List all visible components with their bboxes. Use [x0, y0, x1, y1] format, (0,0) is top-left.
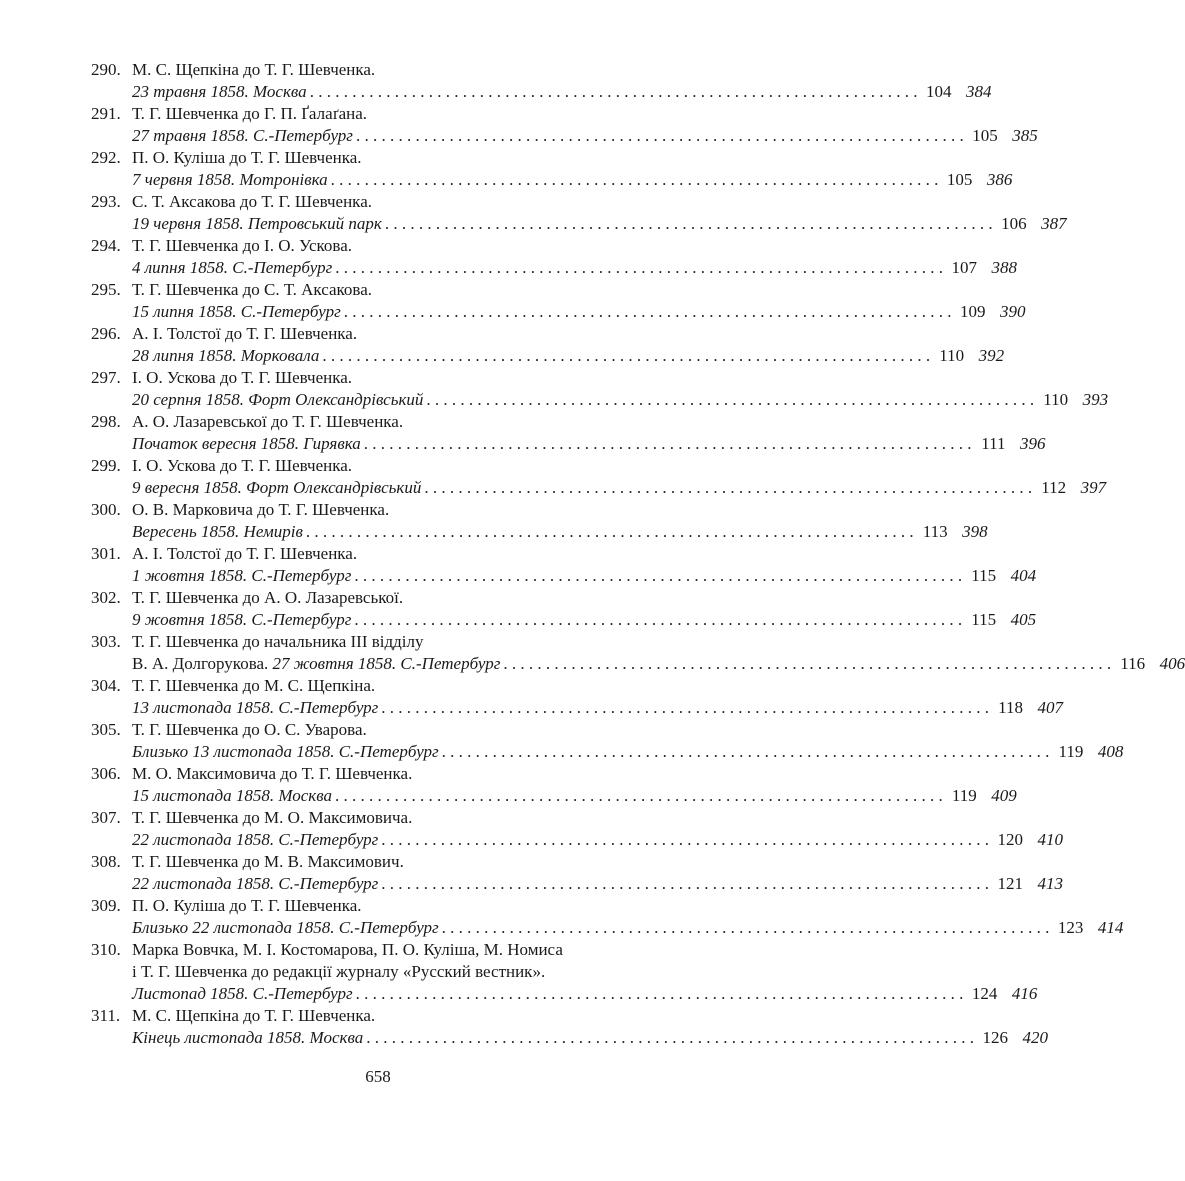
- toc-entry-detail: [132, 565, 351, 587]
- toc-entry-date-line: [91, 477, 1107, 499]
- toc-entry-page: 104: [925, 82, 952, 101]
- toc-entry: [91, 147, 1013, 191]
- toc-entry-number: 296.: [91, 324, 121, 343]
- toc-entry-title: Т. Г. Шевченка до М. С. Щепкіна.: [132, 676, 376, 695]
- toc-entry-title-line: [91, 279, 681, 301]
- toc-entry-date: 15 листопада 1858. Москва: [132, 786, 333, 805]
- leader-dots: [322, 345, 930, 367]
- toc-entry-title: Т. Г. Шевченка до Г. П. Ґалаґана.: [132, 104, 368, 123]
- toc-entry-title-line: [91, 103, 681, 125]
- leader-dots: [426, 389, 1034, 411]
- leader-dots: [366, 1027, 974, 1049]
- toc-entry-date: 9 вересня 1858. Форт Олександрівський: [132, 478, 422, 497]
- toc-entry-title: І. О. Ускова до Т. Г. Шевченка.: [132, 456, 353, 475]
- leader-dots: [331, 169, 939, 191]
- leader-dots: [306, 521, 914, 543]
- toc-entry-title: Т. Г. Шевченка до О. С. Уварова.: [132, 720, 367, 739]
- leader-dots: [424, 477, 1032, 499]
- toc-entry-page: 123: [1057, 918, 1084, 937]
- toc-entry-commentary-page: 420: [1022, 1028, 1048, 1047]
- toc-entry: [91, 1005, 1048, 1049]
- toc-entry-page: 119: [1058, 742, 1084, 761]
- toc-entry: [91, 455, 1107, 499]
- toc-entry: [91, 763, 1017, 807]
- toc-entry-page: 119: [951, 786, 977, 805]
- toc-entry: [91, 543, 1037, 587]
- toc-entry-date-line: [91, 741, 1124, 763]
- toc-entry: [91, 191, 1067, 235]
- toc-entry-date-line: [91, 983, 1038, 1005]
- toc-entry-date: 28 липня 1858. Морковала: [132, 346, 320, 365]
- toc-entry-commentary-page: 405: [1010, 610, 1037, 629]
- toc-entry-date-line: [91, 1027, 1048, 1049]
- toc-entry-number: 303.: [91, 632, 121, 651]
- toc-entry-page: 115: [971, 610, 997, 629]
- toc-entry: [91, 59, 992, 103]
- toc-entry-detail: [132, 521, 303, 543]
- toc-entry-number: 304.: [91, 676, 121, 695]
- toc-entry-commentary-page: 407: [1037, 698, 1064, 717]
- toc-entry-date: 9 жовтня 1858. С.-Петербург: [132, 610, 352, 629]
- toc-entry-date: 22 листопада 1858. С.-Петербург: [132, 830, 379, 849]
- page-number: 658: [365, 1067, 391, 1086]
- toc-entry-title-line: [91, 807, 681, 829]
- leader-dots: [381, 829, 989, 851]
- toc-entry-number: 310.: [91, 940, 121, 959]
- leader-dots: [381, 697, 989, 719]
- toc-entry-detail: [132, 697, 378, 719]
- toc-entry-title: Т. Г. Шевченка до І. О. Ускова.: [132, 236, 353, 255]
- toc-entry-page: 116: [1120, 654, 1146, 673]
- toc-entry-page: 111: [981, 434, 1006, 453]
- leader-dots: [310, 81, 918, 103]
- toc-entry-page: 120: [997, 830, 1024, 849]
- toc-entry-detail: [132, 389, 423, 411]
- toc-entry-date: Близько 13 листопада 1858. С.-Петербург: [132, 742, 439, 761]
- toc-entry-page: 112: [1041, 478, 1067, 497]
- toc-entry: [91, 411, 1046, 455]
- toc-entry-detail: [132, 433, 361, 455]
- toc-entry-title-line: [91, 719, 681, 741]
- toc-entry-date: 27 травня 1858. С.-Петербург: [132, 126, 353, 145]
- leader-dots: [364, 433, 972, 455]
- toc-entry-date-line: [91, 389, 1109, 411]
- toc-entry-number: 292.: [91, 148, 121, 167]
- toc-entry-detail: [132, 785, 332, 807]
- leader-dots: [442, 917, 1050, 939]
- toc-entry-title: Т. Г. Шевченка до А. О. Лазаревської.: [132, 588, 404, 607]
- toc-entry-date: 19 червня 1858. Петровський парк: [132, 214, 382, 233]
- toc-entry-date: 15 липня 1858. С.-Петербург: [132, 302, 341, 321]
- toc-entry-detail: [132, 653, 500, 675]
- toc-entry-number: 300.: [91, 500, 121, 519]
- toc-entry-title-line: [91, 499, 681, 521]
- toc-entry-page: 113: [922, 522, 948, 541]
- toc-entry-title: І. О. Ускова до Т. Г. Шевченка.: [132, 368, 353, 387]
- toc-entry-commentary-page: 416: [1011, 984, 1038, 1003]
- toc-entry-title-line: [91, 961, 681, 983]
- toc-entry-title: А. І. Толстої до Т. Г. Шевченка.: [132, 544, 358, 563]
- toc-entry-date: 13 листопада 1858. С.-Петербург: [132, 698, 379, 717]
- toc-entry-commentary-page: 387: [1041, 214, 1067, 233]
- toc-entry-title-line: [91, 455, 681, 477]
- toc-entry-detail: [132, 829, 378, 851]
- toc-entry: [91, 367, 1109, 411]
- toc-entry-date: Кінець листопада 1858. Москва: [132, 1028, 364, 1047]
- toc-entry: [91, 895, 1124, 939]
- toc-entry-title: Т. Г. Шевченка до начальника ІІІ відділу: [132, 632, 424, 651]
- toc-entry-commentary-page: 384: [965, 82, 992, 101]
- toc-entry-date: Листопад 1858. С.-Петербург: [132, 984, 353, 1003]
- toc-entry-date-line: [91, 169, 1013, 191]
- toc-entry-commentary-page: 410: [1037, 830, 1064, 849]
- toc-entry-number: 308.: [91, 852, 121, 871]
- toc-entry-title: Марка Вовчка, М. І. Костомарова, П. О. Куліша, М. Номиса: [132, 940, 563, 959]
- toc-entry-title: Т. Г. Шевченка до М. О. Максимовича.: [132, 808, 413, 827]
- toc-entry-title-line: [91, 59, 681, 81]
- toc-entry-commentary-page: 386: [986, 170, 1013, 189]
- toc-entry-commentary-page: 397: [1080, 478, 1107, 497]
- toc-entry-detail: [132, 1027, 363, 1049]
- toc-entry-number: 311.: [91, 1006, 121, 1025]
- toc-entry-number: 295.: [91, 280, 121, 299]
- leader-dots: [335, 257, 943, 279]
- toc-entry-title: М. С. Щепкіна до Т. Г. Шевченка.: [132, 1006, 376, 1025]
- toc-entry-detail: [132, 477, 421, 499]
- toc-entry-page: 121: [997, 874, 1024, 893]
- toc-entry-title: П. О. Куліша до Т. Г. Шевченка.: [132, 148, 362, 167]
- toc-entry-title-line: [91, 191, 681, 213]
- toc-entry-detail: [132, 345, 319, 367]
- leader-dots: [381, 873, 989, 895]
- toc-entry-date: Початок вересня 1858. Гирявка: [132, 434, 361, 453]
- toc-entry-date-line: [91, 873, 1064, 895]
- leader-dots: [442, 741, 1050, 763]
- toc-entry-detail: [132, 609, 351, 631]
- toc-entry-page: 109: [959, 302, 986, 321]
- toc-entry-page: 118: [998, 698, 1024, 717]
- toc-entry-date-line: [91, 521, 988, 543]
- toc-entry-title: О. В. Марковича до Т. Г. Шевченка.: [132, 500, 390, 519]
- toc-entry: [91, 587, 1037, 631]
- toc-entry-page: 107: [951, 258, 977, 277]
- toc-entry-date: Близько 22 листопада 1858. С.-Петербург: [132, 918, 439, 937]
- toc-entry-detail: [132, 257, 332, 279]
- toc-entry-date-line: [91, 301, 1026, 323]
- toc-entry-detail: [132, 301, 341, 323]
- toc-entry-title: Т. Г. Шевченка до С. Т. Аксакова.: [132, 280, 372, 299]
- toc-entry-number: 309.: [91, 896, 121, 915]
- toc-entry-title-line: [91, 675, 681, 697]
- toc-entry-title-line: [91, 851, 681, 873]
- toc-entry-title-line: [91, 631, 681, 653]
- toc-entry-addressee: В. А. Долгорукова.: [132, 654, 269, 673]
- toc-entry-number: 305.: [91, 720, 121, 739]
- toc-entry-title-line: [91, 1005, 681, 1027]
- toc-entry-title-line: [91, 147, 681, 169]
- toc-entry-page: 110: [939, 346, 965, 365]
- toc-entry-number: 298.: [91, 412, 121, 431]
- leader-dots: [335, 785, 943, 807]
- toc-entry: [91, 675, 1064, 719]
- toc-entry-date-line: [91, 829, 1064, 851]
- toc-entry: [91, 235, 1017, 279]
- toc-entry: [91, 499, 988, 543]
- toc-entry-commentary-page: 393: [1082, 390, 1109, 409]
- toc-entry-detail: [132, 213, 382, 235]
- toc-entry-detail: [132, 873, 378, 895]
- toc-entry-number: 297.: [91, 368, 121, 387]
- toc-entry-title-line: [91, 543, 681, 565]
- toc-entry-title-line: [91, 323, 681, 345]
- toc-entry-detail: [132, 81, 307, 103]
- toc-entry-number: 293.: [91, 192, 121, 211]
- toc-entry-date-line: [91, 213, 1067, 235]
- toc-entry-date-line: [91, 345, 1005, 367]
- toc-entry-title-line: [91, 587, 681, 609]
- toc-entry: [91, 631, 1185, 675]
- toc-entry-title-line: [91, 895, 681, 917]
- toc-entry-title-line: [91, 367, 681, 389]
- toc-entry-detail: [132, 169, 328, 191]
- toc-entry-title-line: [91, 939, 681, 961]
- leader-dots: [344, 301, 952, 323]
- toc-entry-date-line: [91, 125, 1038, 147]
- toc-entry-title: П. О. Куліша до Т. Г. Шевченка.: [132, 896, 362, 915]
- toc-entry-date-line: [91, 81, 992, 103]
- toc-entry-commentary-page: 414: [1097, 918, 1124, 937]
- toc-entry-date: 27 жовтня 1858. С.-Петербург: [272, 654, 501, 673]
- toc-entry-title: А. І. Толстої до Т. Г. Шевченка.: [132, 324, 358, 343]
- toc-entry-date: 23 травня 1858. Москва: [132, 82, 307, 101]
- toc-entry-date-line: [91, 433, 1046, 455]
- toc-entry-commentary-page: 404: [1010, 566, 1037, 585]
- toc-entry-title: А. О. Лазаревської до Т. Г. Шевченка.: [132, 412, 404, 431]
- toc-entry-detail: [132, 741, 439, 763]
- leader-dots: [385, 213, 993, 235]
- toc-entry-page: 105: [972, 126, 998, 145]
- toc-entry-title: М. О. Максимовича до Т. Г. Шевченка.: [132, 764, 413, 783]
- toc-entry: [91, 323, 1005, 367]
- toc-entry-commentary-page: 390: [999, 302, 1026, 321]
- toc-entry-date-line: [91, 785, 1017, 807]
- toc-entry: [91, 103, 1038, 147]
- toc-entry-date: 1 жовтня 1858. С.-Петербург: [132, 566, 352, 585]
- toc-entry-number: 307.: [91, 808, 121, 827]
- toc-entry-date-line: [91, 609, 1037, 631]
- toc-entry-date: 7 червня 1858. Мотронівка: [132, 170, 328, 189]
- toc-entry-detail: [132, 917, 439, 939]
- toc-entry-date-line: [91, 257, 1017, 279]
- leader-dots: [354, 565, 962, 587]
- toc-entry-commentary-page: 406: [1159, 654, 1185, 673]
- toc-entry-title: М. С. Щепкіна до Т. Г. Шевченка.: [132, 60, 376, 79]
- toc-entry: [91, 279, 1026, 323]
- leader-dots: [356, 983, 964, 1005]
- toc-entry-number: 291.: [91, 104, 121, 123]
- toc-entry: [91, 807, 1064, 851]
- toc-entry-title: С. Т. Аксакова до Т. Г. Шевченка.: [132, 192, 372, 211]
- toc-entry-number: 294.: [91, 236, 121, 255]
- leader-dots: [354, 609, 962, 631]
- toc-entry-title-line: [91, 411, 681, 433]
- toc-entry-page: 110: [1043, 390, 1069, 409]
- toc-entry-commentary-page: 408: [1097, 742, 1124, 761]
- toc-entry: [91, 939, 1038, 1005]
- toc-entry-detail: [132, 125, 353, 147]
- toc-entry-commentary-page: 409: [991, 786, 1017, 805]
- toc-entry-number: 306.: [91, 764, 121, 783]
- toc-entry-number: 290.: [91, 60, 121, 79]
- toc-entry-date-line: [91, 697, 1064, 719]
- toc-entry: [91, 719, 1124, 763]
- leader-dots: [356, 125, 964, 147]
- toc-entry-number: 299.: [91, 456, 121, 475]
- toc-entry-commentary-page: 385: [1012, 126, 1038, 145]
- toc-entry-commentary-page: 413: [1037, 874, 1064, 893]
- toc-entry-commentary-page: 392: [978, 346, 1005, 365]
- toc-entry-date-line: [91, 653, 1185, 675]
- toc-entry-commentary-page: 398: [962, 522, 988, 541]
- toc-entry-title: Т. Г. Шевченка до М. В. Максимович.: [132, 852, 404, 871]
- toc-entry-commentary-page: 388: [991, 258, 1017, 277]
- toc-entry-detail: [132, 983, 353, 1005]
- toc-entry-date: 4 липня 1858. С.-Петербург: [132, 258, 333, 277]
- toc-entry-page: 106: [1001, 214, 1027, 233]
- toc-entry-page: 124: [971, 984, 998, 1003]
- toc-entry-number: 302.: [91, 588, 121, 607]
- toc-entry-date-line: [91, 917, 1124, 939]
- toc-entry-page: 105: [946, 170, 973, 189]
- toc-entry-page: 126: [982, 1028, 1008, 1047]
- leader-dots: [503, 653, 1111, 675]
- toc-entry-number: 301.: [91, 544, 121, 563]
- toc-entry-title-line: [91, 235, 681, 257]
- toc-entry-title-continued: і Т. Г. Шевченка до редакції журналу «Русский вестник».: [132, 962, 546, 981]
- toc-entry: [91, 851, 1064, 895]
- toc-entry-commentary-page: 396: [1020, 434, 1046, 453]
- toc-entry-date: Вересень 1858. Немирів: [132, 522, 303, 541]
- toc-entry-title-line: [91, 763, 681, 785]
- toc-entry-page: 115: [971, 566, 997, 585]
- toc-entry-date-line: [91, 565, 1037, 587]
- toc-entry-date: 20 серпня 1858. Форт Олександрівський: [132, 390, 424, 409]
- table-of-contents: [91, 59, 1185, 1049]
- toc-entry-date: 22 листопада 1858. С.-Петербург: [132, 874, 379, 893]
